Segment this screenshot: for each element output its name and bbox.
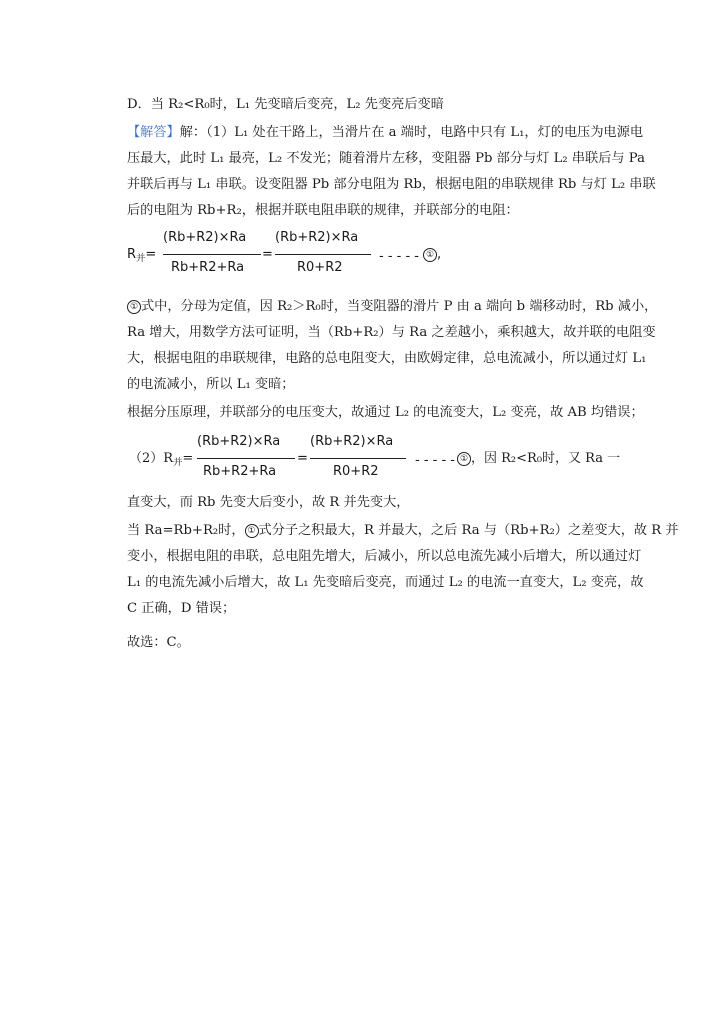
answer-line-3: 并联后再与 L₁ 串联。设变阻器 Pb 部分电阻为 Rb，根据电阻的串联规律 Rb 与灯 L₂ 串联 — [127, 177, 656, 192]
formula-1-lhs: $R_并=$ — [127, 247, 157, 264]
answer-line-2: 压最大，此时 L₁ 最亮，L₂ 不发光；随着滑片左移，变阻器 Pb 部分与灯 L₂ 串联后与 Pa — [127, 151, 645, 166]
answer-line-6: Ra 增大，用数学方法可证明，当（Rb+R₂）与 Ra 之差越小，乘积越大，故并联的电阻变 — [127, 325, 656, 340]
answer-line-7: 大，根据电阻的串联规律，电路的总电阻变大，由欧姆定律，总电流减小，所以通过灯 L₁ — [127, 351, 647, 366]
answer-text: 解：（1）L₁ 处在干路上，当滑片在 a 端时，电路中只有 L₁，灯的电压为电源电 — [179, 125, 644, 140]
answer-line-8: 的电流减小，所以 L₁ 变暗； — [127, 377, 295, 392]
answer-line-5: ① 式中，分母为定值，因 R₂＞R₀时，当变阻器的滑片 P 由 a 端向 b 端移动时，Rb 减小， — [127, 298, 657, 316]
formula-1-denominator-a: Rb+R2+Ra — [171, 260, 245, 275]
circled-one-icon: ① — [127, 300, 141, 314]
formula-2-numerator-b: (Rb+R2)×Ra — [310, 434, 394, 449]
fraction-bar — [275, 254, 371, 255]
answer-line-14: C 正确，D 错误； — [127, 601, 236, 616]
formula-1-eq: = — [262, 247, 273, 262]
formula-2-eq: = — [297, 451, 308, 466]
formula-1-numerator-b: (Rb+R2)×Ra — [275, 230, 359, 245]
answer-line-10: 直变大，而 Rb 先变大后变小，故 R 并先变大， — [127, 495, 410, 510]
formula-2 — [127, 430, 621, 486]
answer-line-13: L₁ 的电流先减小后增大，故 L₁ 先变暗后变亮，而通过 L₂ 的电流一直变大，L₂ 变亮，故 — [127, 575, 644, 590]
circled-one-icon: ① — [457, 452, 471, 466]
formula-2-tail: ① ，因 R₂<R₀时，又 Ra 一 — [457, 452, 620, 466]
formula-1 — [127, 226, 447, 282]
fraction-bar — [310, 458, 406, 459]
formula-1-ref: ① , — [423, 248, 441, 262]
formula-2-lhs: $(2)R_并=$ — [129, 451, 194, 468]
formula-1-numerator-a: (Rb+R2)×Ra — [163, 230, 247, 245]
formula-1-denominator-b: R0+R2 — [297, 260, 343, 275]
formula-2-numerator-a: (Rb+R2)×Ra — [197, 434, 281, 449]
circled-one-icon: ① — [245, 524, 259, 538]
answer-line-11: 当 Ra=Rb+R₂时， ① 式分子之积最大，R 并最大，之后 Ra 与（Rb+R₂）之差变大，故 R 并 — [127, 523, 679, 538]
formula-1-dashes: - - - - - — [379, 249, 419, 264]
answer-line-12: 变小，根据电阻的串联，总电阻先增大，后减小，所以总电流先减小后增大，所以通过灯 — [127, 549, 642, 564]
fraction-bar — [163, 254, 261, 255]
answer-line-9: 根据分压原理，并联部分的电压变大，故通过 L₂ 的电流变大，L₂ 变亮，故 AB 均错误； — [127, 405, 644, 420]
formula-2-denominator-b: R0+R2 — [333, 464, 379, 479]
answer-line-4: 后的电阻为 Rb+R₂，根据并联电阻串联的规律，并联部分的电阻： — [127, 203, 519, 218]
formula-2-dashes: - - - - - — [415, 453, 455, 468]
fraction-bar — [197, 458, 295, 459]
formula-2-denominator-a: Rb+R2+Ra — [203, 464, 277, 479]
option-d-line: D．当 R₂<R₀时，L₁ 先变暗后变亮，L₂ 先变亮后变暗 — [127, 97, 444, 112]
answer-line-1 — [127, 124, 643, 142]
circled-one-icon: ① — [423, 248, 437, 262]
answer-tag: 【解答】 — [127, 125, 180, 140]
final-answer: 故选：C。 — [127, 635, 190, 650]
